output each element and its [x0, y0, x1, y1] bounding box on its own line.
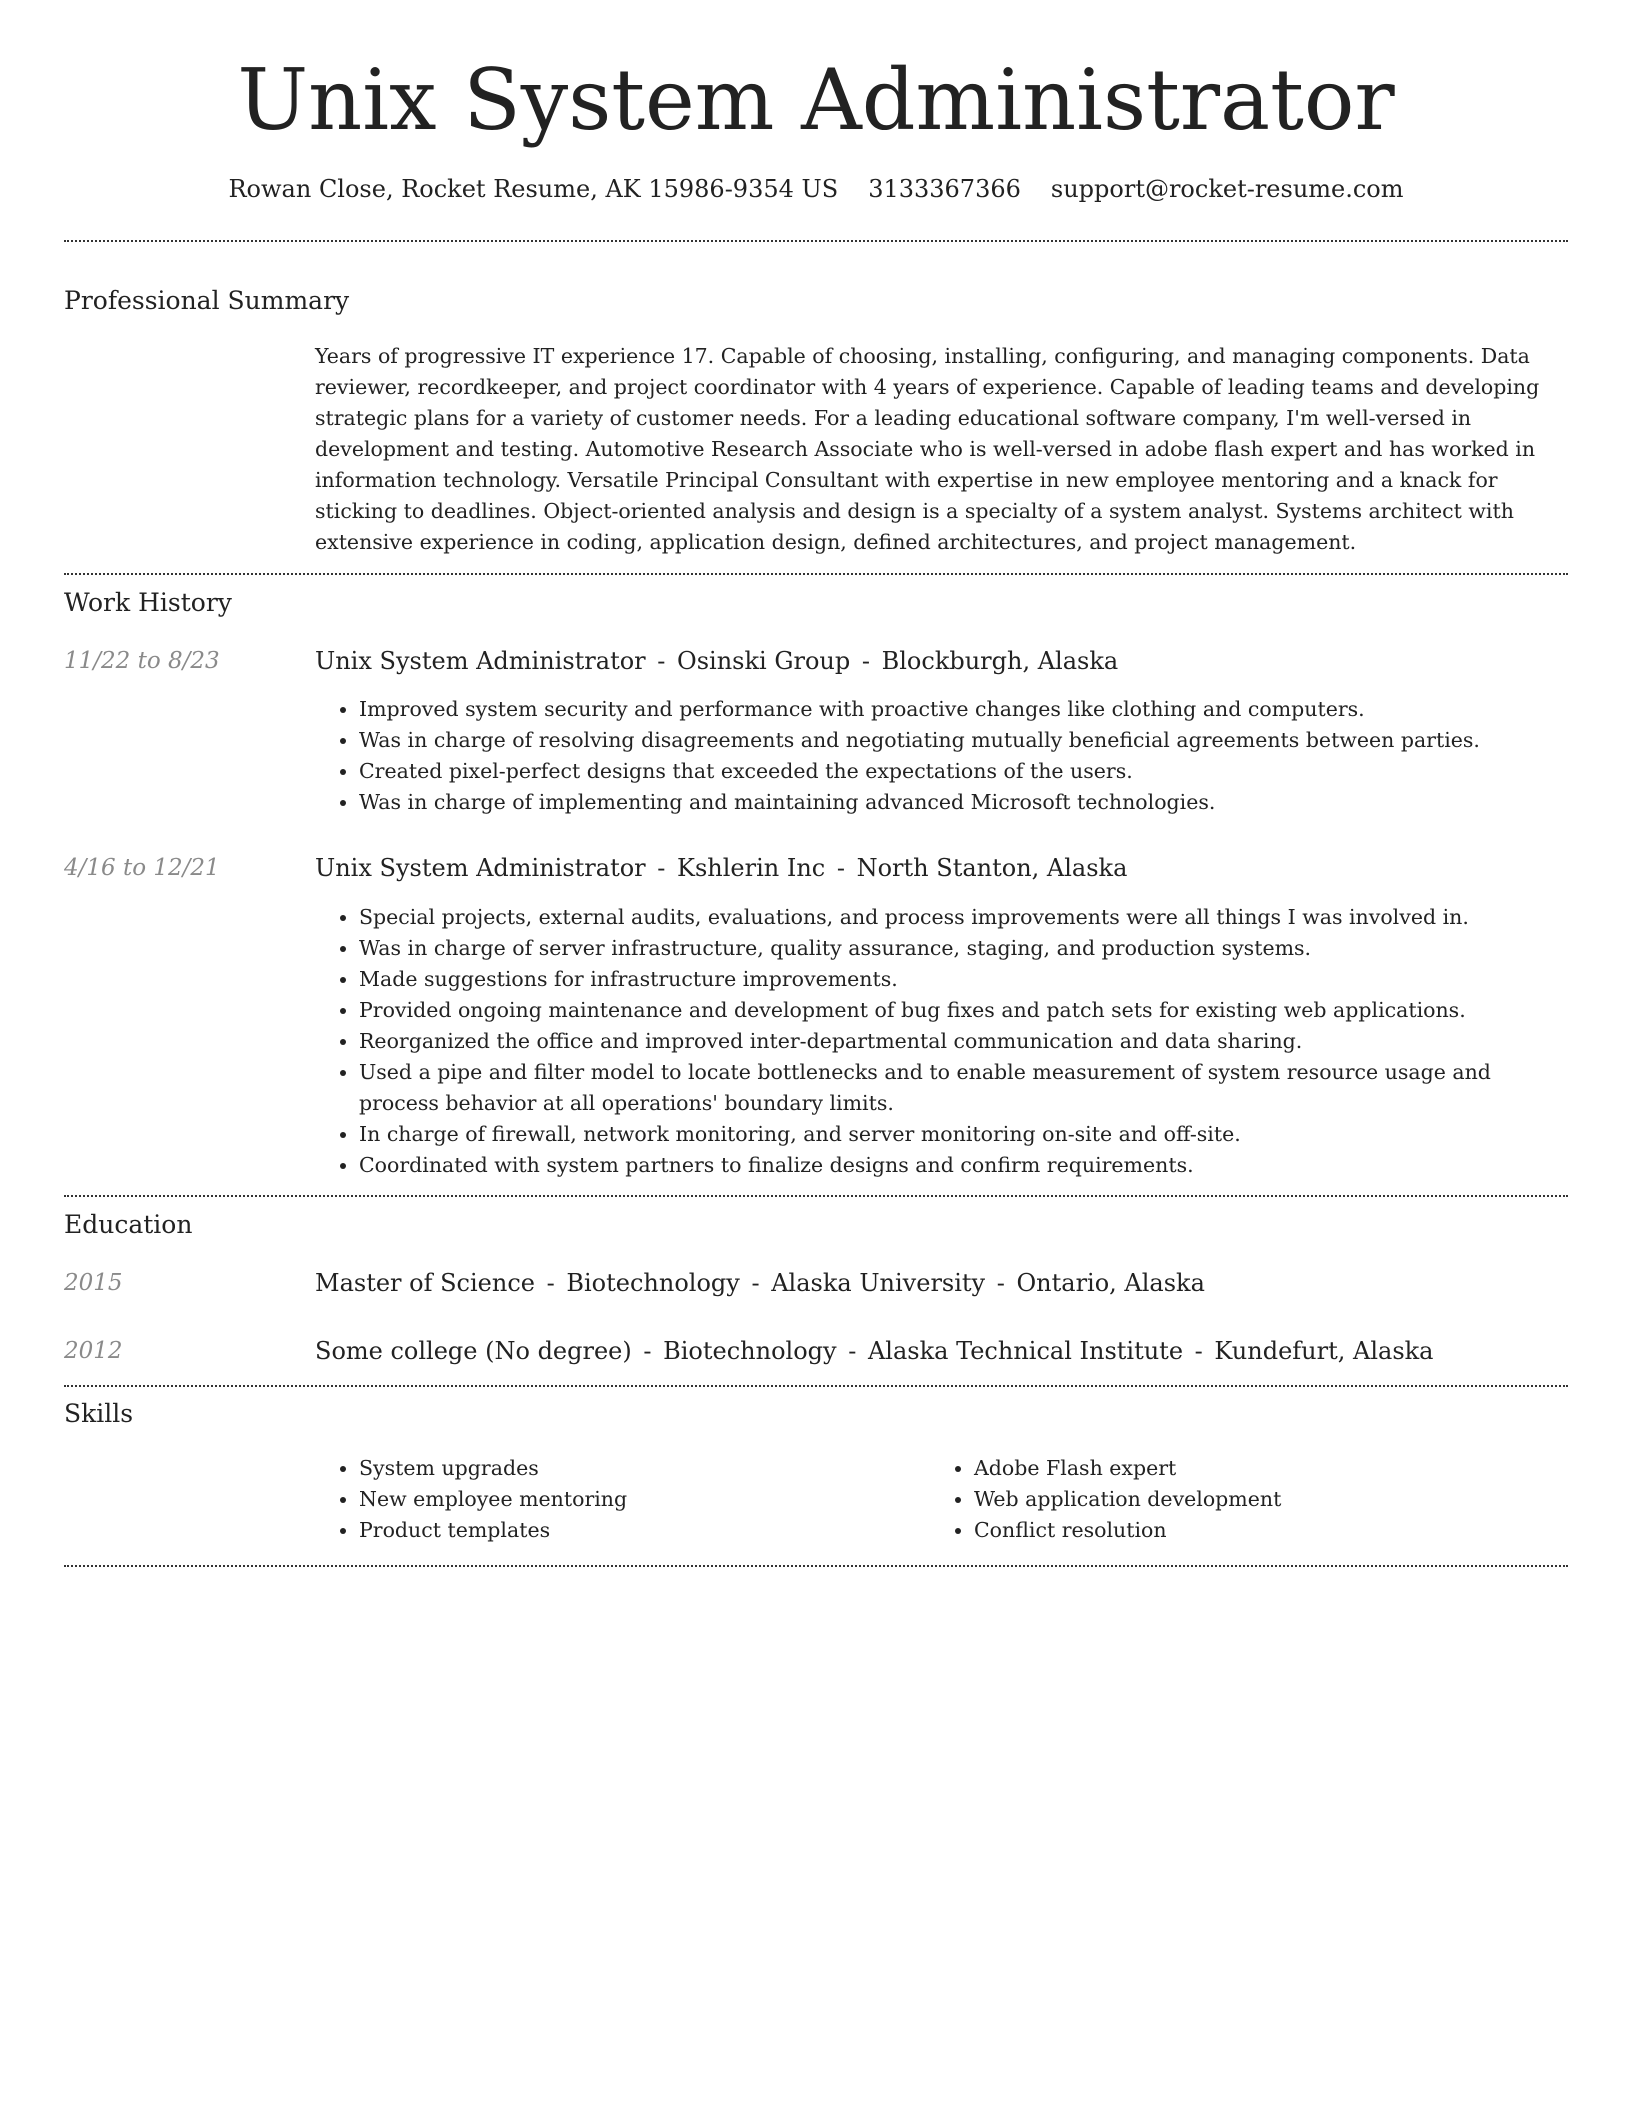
education-degree: Master of Science — [315, 1269, 535, 1297]
job-bullet: • Special projects, external audits, evaluations, and process improvements were all things I was involved in. — [359, 902, 1567, 933]
job-title-line: Unix System Administrator - Osinski Group - Blockburgh, Alaska — [315, 647, 1119, 675]
divider — [64, 573, 1568, 575]
job-company: Osinski Group — [677, 647, 851, 675]
divider — [64, 240, 1568, 242]
skill-item: • Adobe Flash expert — [974, 1453, 1281, 1484]
job-bullet: • Reorganized the office and improved inter-departmental communication and data sharing. — [359, 1026, 1567, 1057]
job-location: Blockburgh, Alaska — [881, 647, 1119, 675]
education-school: Alaska University — [771, 1269, 986, 1297]
education-year: 2015 — [64, 1270, 123, 1296]
skill-item: • Conflict resolution — [974, 1515, 1281, 1546]
skill-item: • Web application development — [974, 1484, 1281, 1515]
job-bullets — [315, 694, 1567, 818]
education-location: Ontario, Alaska — [1016, 1269, 1205, 1297]
contact-email: support@rocket-resume.com — [1050, 175, 1404, 203]
contact-phone: 3133367366 — [868, 175, 1021, 203]
contact-line — [0, 172, 1632, 206]
section-title-education: Education — [64, 1210, 193, 1239]
job-bullet: • Used a pipe and filter model to locate bottlenecks and to enable measurement of system resource usage and process behavior at all operations' boundary limits. — [359, 1057, 1567, 1119]
job-role: Unix System Administrator — [315, 647, 646, 675]
job-bullet: • Was in charge of server infrastructure, quality assurance, staging, and production systems. — [359, 933, 1567, 964]
job-location: North Stanton, Alaska — [856, 854, 1128, 882]
job-role: Unix System Administrator — [315, 854, 646, 882]
job-bullet: • Created pixel-perfect designs that exceeded the expectations of the users. — [359, 756, 1567, 787]
skills-list-right — [930, 1453, 1281, 1546]
education-location: Kundefurt, Alaska — [1214, 1337, 1434, 1365]
divider — [64, 1565, 1568, 1567]
job-bullet: • Was in charge of implementing and maintaining advanced Microsoft technologies. — [359, 787, 1567, 818]
section-title-summary: Professional Summary — [64, 286, 350, 315]
job-title-line: Unix System Administrator - Kshlerin Inc - North Stanton, Alaska — [315, 854, 1128, 882]
section-title-work: Work History — [64, 588, 232, 617]
section-title-skills: Skills — [64, 1399, 134, 1428]
resume-name: Unix System Administrator — [237, 51, 1395, 149]
education-year: 2012 — [64, 1338, 123, 1364]
skill-item: • New employee mentoring — [359, 1484, 627, 1515]
job-dates: 11/22 to 8/23 — [64, 648, 220, 674]
divider — [64, 1385, 1568, 1387]
job-bullets — [315, 902, 1567, 1181]
education-line: Master of Science - Biotechnology - Alaska University - Ontario, Alaska — [315, 1269, 1205, 1297]
job-bullet: • Made suggestions for infrastructure improvements. — [359, 964, 1567, 995]
skill-item: • Product templates — [359, 1515, 627, 1546]
contact-address: Rowan Close, Rocket Resume, AK 15986-9354 US — [228, 175, 839, 203]
education-degree: Some college (No degree) — [315, 1337, 632, 1365]
job-bullet: • In charge of firewall, network monitoring, and server monitoring on-site and off-site. — [359, 1119, 1567, 1150]
job-dates: 4/16 to 12/21 — [64, 855, 220, 881]
skills-list-left — [315, 1453, 627, 1546]
education-line: Some college (No degree) - Biotechnology - Alaska Technical Institute - Kundefurt, Alaska — [315, 1337, 1434, 1365]
job-bullet: • Improved system security and performance with proactive changes like clothing and computers. — [359, 694, 1567, 725]
education-field: Biotechnology — [566, 1269, 740, 1297]
divider — [64, 1195, 1568, 1197]
education-field: Biotechnology — [663, 1337, 837, 1365]
education-school: Alaska Technical Institute — [867, 1337, 1184, 1365]
job-company: Kshlerin Inc — [677, 854, 826, 882]
job-bullet: • Provided ongoing maintenance and development of bug fixes and patch sets for existing web applications. — [359, 995, 1567, 1026]
skill-item: • System upgrades — [359, 1453, 627, 1484]
job-bullet: • Was in charge of resolving disagreements and negotiating mutually beneficial agreements between parties. — [359, 725, 1567, 756]
summary-text: Years of progressive IT experience 17. Capable of choosing, installing, configuring, and managing components. Data reviewer, recordkeeper, and project coordinator with 4 years of experience. Capable of leading teams and developing strategic plans for a variety of customer needs. For a leading educational software company, I'm well-versed in development and testing. Automotive Research Associate who is well-versed in adobe flash expert and has worked in information technology. Versatile Principal Consultant with expertise in new employee mentoring and a knack for sticking to deadlines. Object-oriented analysis and design is a specialty of a system analyst. Systems architect with extensive experience in coding, application design, defined architectures, and project management. — [315, 344, 1540, 554]
job-bullet: • Coordinated with system partners to finalize designs and confirm requirements. — [359, 1150, 1567, 1181]
